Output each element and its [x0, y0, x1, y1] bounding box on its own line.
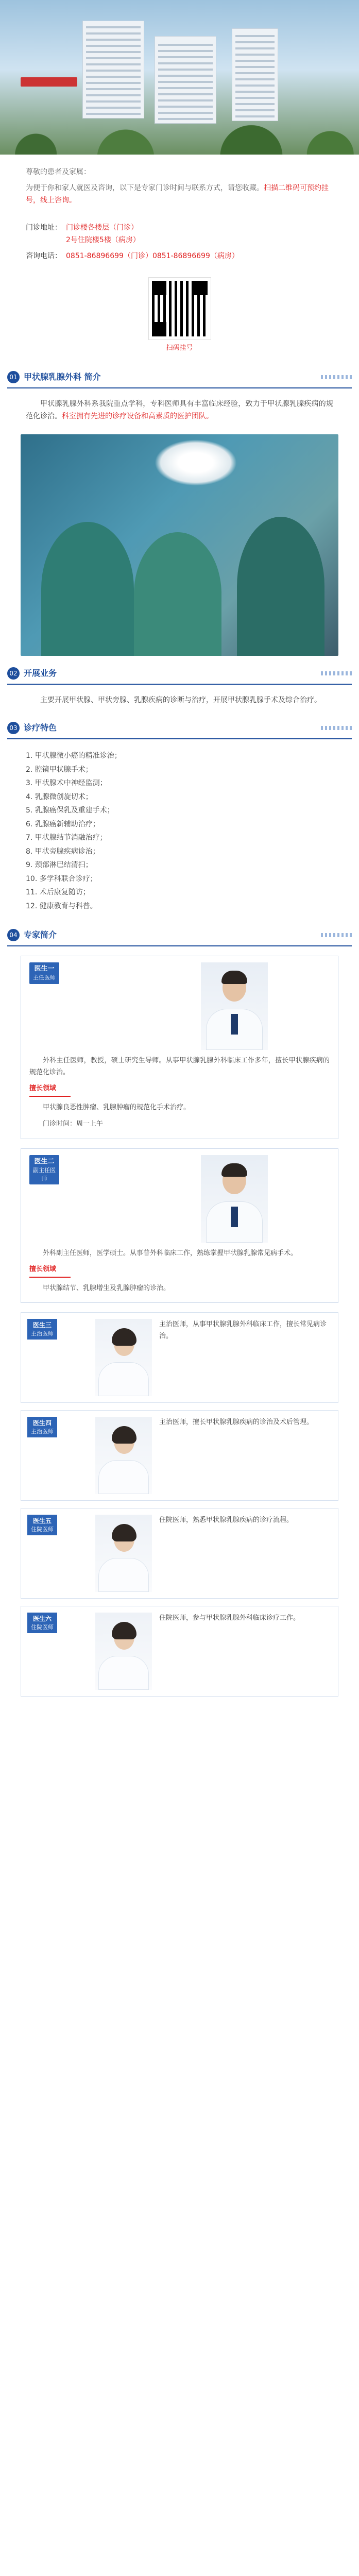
doctor-role: 住院医师: [31, 1526, 54, 1533]
address-value: 门诊楼各楼层（门诊）: [66, 223, 138, 232]
doctor-role: 主任医师: [33, 974, 56, 981]
doctor-name: 医生三: [32, 1321, 52, 1329]
doctor-role: 副主任医师: [33, 1167, 56, 1182]
doctor-card: [21, 956, 338, 1139]
doctor-role: 主治医师: [31, 1428, 54, 1435]
qr-block: [0, 268, 359, 360]
list-item: 5. 乳腺癌保乳及重建手术；: [26, 806, 114, 815]
list-item: 4. 乳腺微创旋切术；: [26, 792, 93, 801]
hospital-sign: [21, 77, 77, 87]
intro: [0, 155, 359, 215]
dept-intro: 甲状腺乳腺外科系我院重点学科，专科医师具有丰富临床经验，致力于甲状腺乳腺疾病的规范化诊治。科室拥有先进的诊疗设备和高素质的医护团队。: [26, 399, 333, 421]
section-title: 开展业务: [24, 668, 57, 678]
doctor-tag: [27, 1417, 57, 1437]
doctor-name: 医生二: [34, 1158, 55, 1165]
list-item: 11. 术后康复随访；: [26, 888, 90, 897]
decor-dots: [321, 671, 352, 675]
doctor-bio: 主治医师，擅长甲状腺乳腺疾病的诊治及术后管理。: [159, 1418, 314, 1427]
qr-code[interactable]: [149, 278, 211, 340]
doctor-tag: [29, 1155, 59, 1184]
list-item: 2. 腔镜甲状腺手术；: [26, 765, 93, 774]
business-text: 主要开展甲状腺、甲状旁腺、乳腺疾病的诊断与治疗，开展甲状腺乳腺手术及综合治疗。: [40, 696, 321, 704]
doctor-specialty: 甲状腺良恶性肿瘤、乳腺肿瘤的规范化手术治疗。: [43, 1103, 191, 1111]
intro-text: 为便于你和家人就医及咨询，以下是专家门诊时间与联系方式，请您收藏。扫描二维码可预约挂号，线上咨询。: [26, 183, 329, 205]
intro-greeting: 尊敬的患者及家属：: [26, 168, 91, 176]
doctor-tag: [27, 1515, 57, 1535]
doctor-bio: 住院医师，参与甲状腺乳腺外科临床诊疗工作。: [159, 1614, 300, 1622]
section-title: 专家简介: [24, 930, 57, 940]
doctor-card-small: [21, 1508, 338, 1599]
doctor-bio: 主治医师，从事甲状腺乳腺外科临床工作，擅长常见病诊治。: [159, 1320, 327, 1340]
section-header-4: [7, 928, 352, 946]
doctor-tag: [29, 962, 59, 984]
doctor-sub-heading: 擅长领域: [29, 1264, 330, 1278]
doctor-portrait: [95, 1515, 152, 1592]
phone-label: 咨询电话：: [26, 251, 62, 260]
contact-info: [0, 215, 359, 269]
doctor-card-small: [21, 1312, 338, 1403]
doctor-portrait: [95, 1319, 152, 1396]
list-item: 10. 多学科联合诊疗；: [26, 874, 97, 883]
section-number: 02: [7, 667, 20, 680]
doctor-role: 主治医师: [31, 1330, 54, 1337]
feature-list: [0, 744, 359, 918]
list-item: 9. 颈部淋巴结清扫；: [26, 861, 93, 870]
doctor-portrait: [201, 962, 268, 1050]
list-item: 12. 健康教育与科普。: [26, 902, 97, 910]
address-label: 门诊地址：: [26, 223, 62, 232]
doctor-tag: [27, 1613, 57, 1633]
list-item: 7. 甲状腺结节消融治疗；: [26, 834, 107, 842]
decor-dots: [321, 933, 352, 937]
list-item: 1. 甲状腺微小癌的精准诊治；: [26, 752, 122, 760]
doctor-portrait: [95, 1417, 152, 1494]
doctor-clinic-time: 门诊时间：周一上午: [43, 1120, 104, 1128]
section-header-1: [7, 370, 352, 388]
list-item: 3. 甲状腺术中神经监测；: [26, 779, 107, 788]
list-item: 6. 乳腺癌新辅助治疗；: [26, 820, 100, 828]
doctor-specialty: 甲状腺结节、乳腺增生及乳腺肿瘤的诊治。: [43, 1284, 170, 1292]
section-title: 诊疗特色: [24, 723, 57, 733]
section-title: 甲状腺乳腺外科 简介: [24, 371, 101, 382]
decor-dots: [321, 726, 352, 730]
section-header-3: [7, 721, 352, 739]
doctor-name: 医生五: [32, 1517, 52, 1525]
doctor-portrait: [95, 1613, 152, 1690]
phone-value[interactable]: 0851-86896699（门诊）0851-86896699（病房）: [66, 251, 239, 260]
doctor-tag: [27, 1319, 57, 1340]
doctor-portrait: [201, 1155, 268, 1243]
doctor-card: [21, 1148, 338, 1303]
section-number: 03: [7, 722, 20, 734]
address-value-2: 2号住院楼5楼（病房）: [66, 236, 140, 244]
doctor-card-small: [21, 1606, 338, 1697]
doctor-name: 医生四: [32, 1419, 52, 1427]
doctor-card-small: [21, 1410, 338, 1501]
hospital-photo: [0, 0, 359, 155]
doctor-bio: 住院医师，熟悉甲状腺乳腺疾病的诊疗流程。: [159, 1516, 294, 1524]
qr-caption: 扫码挂号: [166, 344, 193, 352]
doctor-bio: 外科副主任医师，医学硕士。从事普外科临床工作，熟练掌握甲状腺乳腺常见病手术。: [43, 1249, 298, 1257]
doctor-sub-heading: 擅长领域: [29, 1083, 330, 1097]
list-item: 8. 甲状旁腺疾病诊治；: [26, 847, 100, 856]
doctor-name: 医生一: [34, 965, 55, 973]
section-number: 01: [7, 371, 20, 383]
doctor-role: 住院医师: [31, 1624, 54, 1631]
doctor-bio: 外科主任医师，教授，硕士研究生导师。从事甲状腺乳腺外科临床工作多年，擅长甲状腺疾病的规范化诊治。: [29, 1057, 330, 1076]
section-number: 04: [7, 929, 20, 941]
section-header-2: [7, 666, 352, 685]
doctor-name: 医生六: [32, 1615, 52, 1623]
decor-dots: [321, 375, 352, 379]
surgery-photo: [21, 434, 338, 656]
